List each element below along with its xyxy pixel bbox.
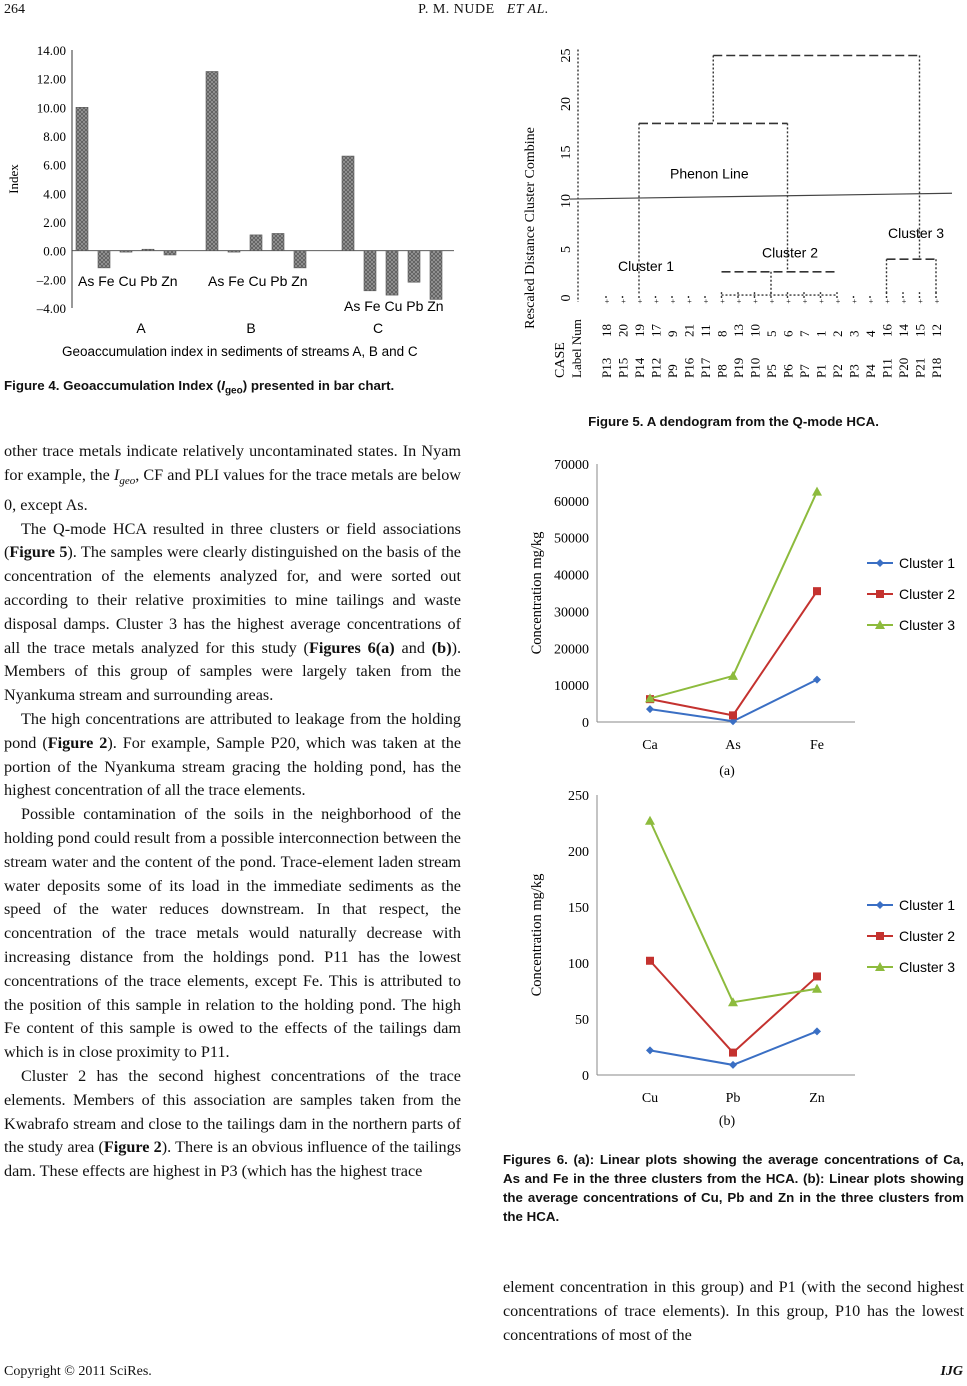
series-point [813,676,821,684]
fig5-case-num: 6 [780,330,796,337]
fig4-bar [342,156,354,251]
paragraph-1 [4,440,461,518]
fig5-phenon-label: Phenon Line [670,165,749,182]
fig4-group-caption: Geoaccumulation index in sediments of streams A, B and C [62,344,418,359]
fig5-case-name: P12 [648,357,664,378]
p2-part-c: and [394,638,432,657]
y-tick-label: 250 [568,789,589,804]
fig4-element-labels: As Fe Cu Pb Zn [344,298,444,314]
x-tick-label: Ca [642,738,658,753]
legend-entry: Cluster 1 [899,897,956,913]
fig4-y-tick-label: 14.00 [36,43,66,58]
y-tick-label: 100 [568,957,589,972]
fig4-bar [76,107,88,250]
fig5-leaf-marker: + [637,297,643,306]
figure-4-caption-part1: Geoaccumulation Index ( [59,378,222,393]
fig5-case-num: 20 [615,324,631,337]
figure-4-caption [4,376,461,401]
legend-marker [876,901,884,909]
page-header [0,0,967,30]
subfigure-label: (b) [718,1114,736,1129]
fig5-leaf-marker: + [654,297,659,306]
p2-figure-ref-3[interactable]: (b) [431,638,452,657]
fig4-bar [272,233,284,250]
fig5-case-name: P3 [846,364,862,378]
fig5-leaf-marker: + [720,297,725,306]
series-point [812,487,822,496]
fig4-bar [294,251,306,268]
fig5-leaf-marker: + [687,297,692,306]
fig5-case-num: 4 [863,330,878,337]
fig5-axis-tick: 0 [559,294,574,302]
fig4-y-axis-label: Index [6,164,21,194]
fig5-case-name: P5 [764,364,779,378]
fig5-case-num: 5 [764,330,779,337]
fig5-case-name: P2 [830,364,845,378]
figure-4-caption-subscript: geo [224,385,243,397]
x-tick-label: As [725,738,741,753]
y-axis-label: Concentration mg/kg [529,873,545,997]
x-tick-label: Fe [810,738,824,753]
fig5-case-name: P19 [731,357,746,378]
fig5-leaf-marker: + [621,297,626,306]
fig5-case-num: 3 [846,330,862,337]
legend-marker [876,932,884,940]
fig4-bar [164,251,176,255]
fig5-leaf-marker: + [868,297,874,306]
x-tick-label: Zn [809,1091,825,1106]
figure-4-bar-chart [4,36,464,366]
fig5-leaf-marker: + [934,297,940,306]
fig4-bar [408,251,420,283]
left-column-text [4,440,461,1184]
fig5-labelnum-label: Label Num [569,319,584,378]
fig5-leaf-marker: + [670,297,676,306]
fig5-case-name: P21 [912,357,928,378]
fig5-case-num: 13 [731,324,746,337]
p3-part-b: ). For example, Sample P20, which was taken at the portion of the Nyankuma stream gracing the holding pond, has the highest concentration of all the trace elements. [4,733,462,800]
fig5-case-name: P18 [929,357,944,378]
p5-part-b: ). There is an obvious influence of the tailings dam. These effects are highest in P3 (which has the highest trace [4,1138,461,1181]
figure-5-caption: Figure 5. A dendogram from the Q-mode HCA. [588,414,879,429]
fig5-case-num: 14 [896,324,911,337]
y-tick-label: 0 [582,716,589,731]
fig4-bar [430,251,442,300]
fig4-element-labels: As Fe Cu Pb Zn [208,273,308,289]
fig5-axis-tick: 10 [559,194,574,208]
fig5-cluster-label: Cluster 2 [762,244,819,261]
fig5-leaf-marker: + [835,297,841,306]
fig5-case-name: P14 [632,357,647,378]
subfigure-label: (a) [719,764,735,779]
legend-entry: Cluster 1 [899,555,956,571]
fig4-y-tick-label: 12.00 [36,71,66,87]
legend-entry: Cluster 3 [899,959,956,975]
fig5-case-name: P1 [813,364,829,378]
fig5-leaf-marker: + [703,297,709,306]
p3-part-a: The high concentrations are attributed to leakage from the holding pond ( [4,710,461,752]
fig5-case-num: 15 [912,324,928,337]
fig4-bar [364,251,376,291]
series-point [645,816,655,825]
y-tick-label: 20000 [554,642,589,658]
fig5-case-name: P20 [896,357,911,378]
p5-figure-ref[interactable]: Figure 2 [103,1138,162,1157]
series-point [729,1049,737,1057]
fig5-case-num: 7 [797,330,812,337]
fig4-bar [120,251,132,252]
fig5-leaf-marker: + [918,297,923,306]
figure-4-label: Figure 4. [4,378,60,393]
p1-symbol: I [113,465,120,484]
p2-part-a: The Q-mode HCA resulted in three clusters or field associations ( [4,519,461,562]
y-tick-label: 70000 [554,458,589,473]
series-point [812,984,822,993]
fig5-case-num: 21 [681,324,697,337]
running-head-etal: ET AL. [506,2,549,17]
legend-entry: Cluster 2 [899,586,956,602]
y-axis-label: Concentration mg/kg [529,531,545,655]
fig4-group-label: B [246,320,256,336]
fig5-case-name: P10 [747,357,763,378]
fig5-axis-tick: 15 [559,145,574,160]
fig4-y-tick-label: –4.00 [36,301,66,316]
fig4-group-label: C [372,320,384,336]
fig5-case-name: P16 [681,357,697,378]
paragraph-2 [4,518,461,708]
y-tick-label: 200 [568,845,589,860]
p1-subscript: geo [119,475,136,488]
fig5-leaf-marker: + [852,297,857,306]
fig5-phenon-line [570,193,952,199]
fig4-y-tick-label: 10.00 [36,100,66,116]
x-tick-label: Pb [725,1091,741,1106]
fig5-case-num: 10 [747,324,763,337]
paragraph-3 [4,708,461,803]
fig5-leaf-marker: + [786,297,791,306]
fig5-case-name: P8 [714,364,730,378]
fig4-bar [250,235,262,251]
fig5-axis-tick: 25 [559,48,574,63]
fig5-case-name: P17 [698,357,713,378]
figure-6a-line-chart [505,450,965,780]
footer-copyright: Copyright © 2011 SciRes. [4,1364,152,1379]
p3-figure-ref[interactable]: Figure 2 [47,733,108,752]
y-tick-label: 60000 [554,494,589,510]
series-line [650,821,817,1002]
legend-entry: Cluster 3 [899,617,956,633]
fig4-y-tick-label: 2.00 [43,215,66,230]
fig5-case-num: 16 [879,324,895,337]
series-point [646,1046,654,1054]
y-tick-label: 150 [568,901,589,916]
fig5-case-name: P4 [863,364,878,378]
figure-5-dendrogram [500,40,964,380]
y-tick-label: 40000 [554,568,589,584]
fig4-y-tick-label: –2.00 [36,272,66,288]
fig4-y-tick-label: 8.00 [43,129,66,144]
p5-part-a: Cluster 2 has the second highest concentrations of the trace elements. Members of this association are samples taken from the Kwabrafo stream and close to the tailings dam in the northern parts of the study area ( [4,1066,461,1157]
fig5-leaf-marker: + [901,297,907,306]
fig5-axis-tick: 20 [559,97,574,111]
fig5-case-num: 11 [698,324,713,337]
right-paragraph-1: element concentration in this group) and P1 (with the second highest concentrations of trace elements). In this group, P10 has the lowest concentrations of most of the [503,1278,964,1344]
paragraph-5 [4,1065,461,1184]
y-tick-label: 50000 [554,531,589,547]
fig5-leaf-marker: + [769,297,775,306]
legend-marker [876,559,884,567]
figure-4-caption-symbol: I [221,378,225,393]
fig5-case-num: 18 [599,324,614,337]
p2-figure-ref-1[interactable]: Figure 5 [9,543,68,562]
series-point [728,671,738,680]
fig4-bar [206,72,218,251]
running-head [0,2,967,18]
fig4-y-tick-label: 4.00 [43,186,66,202]
footer-journal: IJG [940,1364,963,1379]
fig5-case-num: 19 [632,324,647,337]
p1-part-b: , CF and PLI values for the trace metals are below 0, except As. [4,465,461,514]
fig5-leaf-marker: + [736,297,742,306]
figure-6-caption: Figures 6. (a): Linear plots showing the average concentrations of Ca, As and Fe in the three clusters from the HCA. (b): Linear plots showing the average concentrations of Cu, Pb and Zn in the three clusters from the HCA. [503,1152,964,1224]
series-point [646,705,654,713]
figure-6b-line-chart [505,785,965,1135]
fig4-bar [228,251,240,252]
fig5-leaf-marker: + [885,297,890,306]
fig5-leaf-marker: + [802,297,808,306]
fig5-case-num: 2 [830,330,845,337]
fig5-case-num: 17 [648,324,664,337]
right-column-text [503,1276,964,1347]
figure-4-caption-part2: ) presented in bar chart. [242,378,395,393]
series-point [646,957,654,965]
series-line [650,1031,817,1065]
series-point [729,1061,737,1069]
fig4-bar [142,249,154,250]
fig4-y-tick-label: 6.00 [43,157,66,173]
series-point [813,972,821,980]
series-point [813,587,821,595]
y-tick-label: 10000 [554,679,589,695]
series-point [729,711,737,719]
p1-part-a: other trace metals indicate relatively uncontaminated states. In Nyam for example, the [4,442,461,484]
fig5-case-name: P15 [615,357,631,378]
running-head-authors: P. M. NUDE [418,2,495,17]
fig4-group-label: A [136,320,146,336]
fig5-cluster-label: Cluster 3 [888,224,945,241]
fig5-case-name: P13 [599,357,614,378]
legend-marker [876,590,884,598]
p2-figure-ref-2[interactable]: Figures 6(a) [308,638,395,657]
series-line [650,492,817,699]
fig5-case-num: 12 [929,324,944,337]
series-line [650,591,817,715]
fig5-case-num: 1 [813,330,829,337]
fig5-axis-tick: 5 [559,246,574,253]
fig5-case-name: P7 [797,364,812,378]
fig5-case-num: 9 [665,330,680,337]
y-tick-label: 0 [582,1069,589,1084]
fig5-case-label: CASE [553,342,568,378]
fig4-y-tick-label: 0.00 [43,243,66,259]
y-tick-label: 30000 [554,605,589,621]
fig5-case-name: P6 [780,364,796,378]
fig5-case-num: 8 [714,330,730,337]
legend-entry: Cluster 2 [899,928,956,944]
fig5-case-name: P9 [665,364,680,378]
p2-part-b: ). The samples were clearly distinguished on the basis of the concentration of the elements analyzed for, and were sorted out according to their relative proximities to mine tailings and waste disposal damps. Cluster 3 has the highest average concentrations of all the trace metals analyzed for this study ( [4,543,461,657]
fig5-case-name: P11 [879,358,895,378]
series-line [650,961,817,1053]
fig4-bar [98,251,110,268]
p2-part-d: ). Members of this group of samples were largely taken from the Nyankuma stream and surrounding areas. [4,638,462,705]
x-tick-label: Cu [641,1091,659,1106]
fig5-axis-title: Rescaled Distance Cluster Combine [523,127,538,329]
fig5-leaf-marker: + [604,297,610,306]
page-number: 264 [4,2,25,17]
fig4-element-labels: As Fe Cu Pb Zn [78,273,178,289]
series-point [813,1027,821,1035]
paragraph-4: Possible contamination of the soils in the neighborhood of the holding pond could result from a possible interconnection between the stream water and the content of the pond. Trace-element laden stream water deposits some of its load in the immediate sediments as the speed of the water reduces downstream. In that respect, the concentration of the trace metals would naturally decrease with increasing distance from the holdings pond. P11 has the lowest concentrations of the trace elements, except Fe. This is attributed to the position of this sample in relation to the holding pond. The high Fe content of this sample is owed to the effects of the tailings dam which is in close proximity to P11. [4,805,461,1062]
fig4-bar [386,251,398,295]
fig5-leaf-marker: + [753,297,758,306]
fig5-cluster-label: Cluster 1 [618,257,675,274]
y-tick-label: 50 [575,1013,589,1028]
fig5-leaf-marker: + [819,297,824,306]
